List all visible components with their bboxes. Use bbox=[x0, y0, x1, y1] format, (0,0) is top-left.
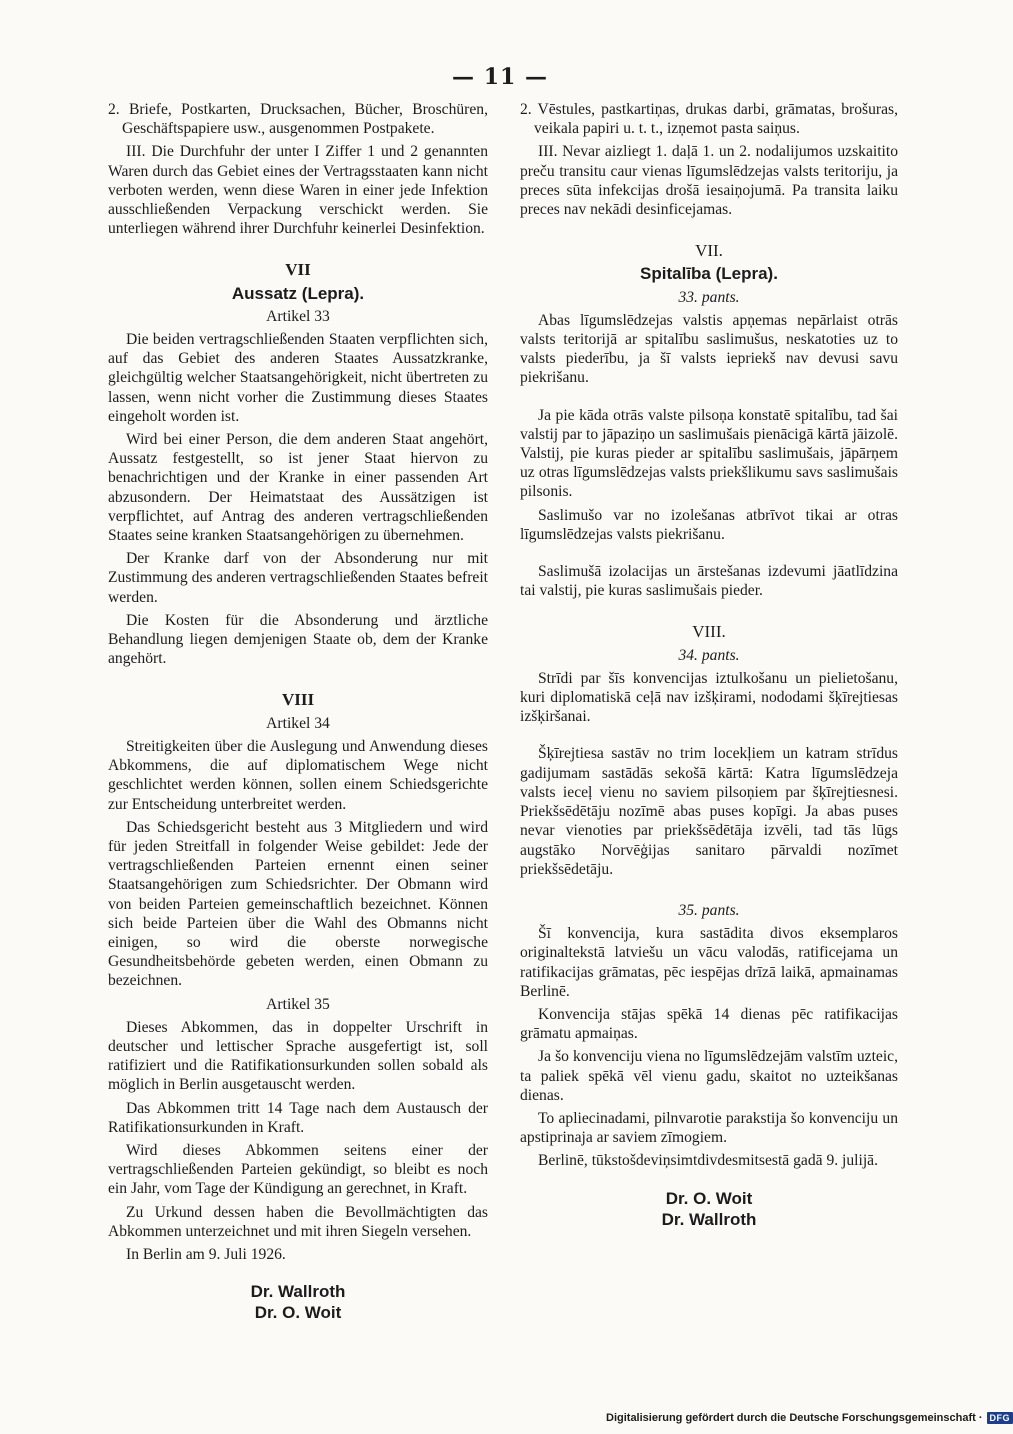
de-section-vii-title: Aussatz (Lepra). bbox=[231, 283, 365, 303]
de-art35-paragraph: Zu Urkund dessen haben die Bevollmächtigten das Abkommen unterzeichnet und mit ihren Siegeln versehen. bbox=[108, 1203, 488, 1240]
de-article-34-heading: Artikel 34 bbox=[266, 714, 330, 732]
de-art33-paragraph: Wird bei einer Person, die dem anderen Staat angehört, Aussatz festgestellt, so ist jener Staat hiervon zu benachrichtigen und der Kranke in einer passenden Art abzusondern. Der Heimatstaat des Aussätzigen ist verpflichtet, auf Antrag des anderen vertragschließenden Staates seine kranken Staatsangehörigen zu übernehmen. bbox=[108, 431, 488, 545]
lv-article-34-heading: 34. pants. bbox=[678, 646, 740, 664]
digitization-footer bbox=[606, 1412, 1011, 1424]
lv-art34-paragraph: Šķīrejtiesa sastāv no trim locekļiem un katram strīdus gadijumam sastādās sekošā kārtā: Katra līgumslēdzeja valsts ieceļ vienu no saviem pilsoņiem par šķīrejtiesnesi. Priekšsēdētāju nozīmē abas puses kopīgi. Ja abas puses nevar vienoties par priekšsēdētāja izvēli, tad tās lūgs augstāko Norvēģijas sanitaro pārvaldi nozīmet priekšsēdetāju. bbox=[520, 745, 898, 878]
lv-article-35-heading: 35. pants. bbox=[678, 901, 740, 919]
de-signature-2: Dr. O. Woit bbox=[254, 1303, 342, 1323]
lv-signature-block bbox=[520, 1189, 898, 1229]
lv-section-vii-heading: VII. bbox=[695, 241, 723, 261]
latvian-column bbox=[520, 100, 898, 1231]
de-art34-paragraph: Streitigkeiten über die Auslegung und Anwendung dieses Abkommens, die auf diplomatischem Wege nicht geschlichtet werden können, sollen einem Schiedsgerichte zur Entscheidung unterbreitet werden. bbox=[108, 737, 488, 813]
lv-place-date: Berlinē, tūkstošdeviņsimtdivdesmitsestā gadā 9. julijā. bbox=[538, 1152, 878, 1170]
lv-signature-1: Dr. O. Woit bbox=[665, 1188, 753, 1208]
lv-paragraph-iii: III. Nevar aizliegt 1. daļā 1. un 2. nodalijumos uzskaitito preču transitu caur vienas līgumslēdzejas valsts teritoriju, ja preces sūta infekcijas drošā iesaiņojumā. Pa transita laiku preces nav nekādi desinficejamas. bbox=[520, 143, 898, 219]
lv-art35-paragraph: Šī konvencija, kura sastādita divos eksemplaros originaltekstā latviešu un vācu valodās, ratificejama un ratifikacijas grāmatas, pēc iespējas drīzā laikā, apmainamas Berlinē. bbox=[520, 925, 898, 1000]
de-section-viii-heading: VIII bbox=[281, 690, 315, 710]
de-art35-paragraph: Dieses Abkommen, das in doppelter Urschrift in deutscher und lettischer Sprache ausgefertigt ist, soll ratifiziert und die Ratifikationsurkunden sollen sobald als möglich in Berlin ausgetauscht werden. bbox=[108, 1018, 488, 1094]
de-art33-paragraph: Die beiden vertragschließenden Staaten verpflichten sich, auf das Gebiet des anderen Staates Aussatzkranke, gleichgültig welcher Staatsangehörigkeit, nicht übertreten zu lassen, wenn nicht vorher die Zustimmung dieses Staates eingeholt worden ist. bbox=[108, 331, 488, 425]
de-art33-paragraph: Die Kosten für die Absonderung und ärztliche Behandlung liegen demjenigen Staate ob, dem der Kranke angehört. bbox=[108, 611, 488, 668]
de-signature-block bbox=[108, 1282, 488, 1322]
de-article-33-heading: Artikel 33 bbox=[266, 307, 330, 325]
lv-art35-paragraph: To apliecinadami, pilnvarotie parakstija šo konvenciju un apstiprinaja ar saviem zīmogiem. bbox=[520, 1109, 898, 1147]
de-article-35-heading: Artikel 35 bbox=[266, 995, 330, 1013]
german-column bbox=[108, 100, 488, 1325]
lv-section-viii-heading: VIII. bbox=[692, 622, 726, 642]
lv-art33-paragraph: Abas līgumslēdzejas valstis apņemas nepārlaist otrās valsts teritorijā ar spitalību saslimušus, neskatoties uz to valsts piederību, ja šī valsts iepriekš nav devusi savu piekrišanu. bbox=[520, 311, 898, 387]
de-paragraph-iii: III. Die Durchfuhr der unter I Ziffer 1 und 2 genannten Waren durch das Gebiet eines der Vertragsstaaten kann nicht verboten werden, wenn diese Waren in einer jede Infektion ausschließenden Verpackung verschickt werden. Sie unterliegen während ihrer Durchfuhr keinerlei Desinfektion. bbox=[108, 143, 488, 238]
lv-art35-paragraph: Ja šo konvenciju viena no līgumslēdzejām valstīm uzteic, ta paliek spēkā vēl vienu gadu, skaitot no uzteikšanas dienas. bbox=[520, 1048, 898, 1104]
de-item-2: 2. Briefe, Postkarten, Drucksachen, Bücher, Broschüren, Geschäftspapiere usw., ausgenommen Postpakete. bbox=[108, 101, 488, 138]
lv-art35-paragraph: Konvencija stājas spēkā 14 dienas pēc ratifikacijas grāmatu apmaiņas. bbox=[520, 1005, 898, 1043]
lv-signature-2: Dr. Wallroth bbox=[661, 1209, 757, 1229]
page-number: — 11 — bbox=[452, 64, 548, 90]
de-art34-paragraph: Das Schiedsgericht besteht aus 3 Mitgliedern und wird für jeden Streitfall in folgender Weise gebildet: Jede der vertragschließenden Parteien ernennt einen seiner Staatsangehörigen zum Schiedsrichter. Der Obmann wird von beiden Parteien gemeinschaftlich bezeichnet. Können sich beide Parteien über die Wahl des Obmanns nicht einigen, so wird die oberste norwegische Gesundheitsbehörde gebeten werden, einen Obmann zu bezeichnen. bbox=[108, 818, 488, 990]
de-section-vii-heading: VII bbox=[285, 260, 311, 280]
lv-art33-paragraph: Ja pie kāda otrās valste pilsoņa konstatē spitalību, tad šai valstij par to jāpaziņo un saslimušais pienācigā kārtā jāizolē. Valstij, pie kuras pieder ar spitalību saslimušais, jāpārņem uz otras līgumslēdzejas valsts priekšlikumu savs saslimušais pilsonis. bbox=[520, 406, 898, 501]
lv-art34-paragraph: Strīdi par šīs konvencijas iztulkošanu un pielietošanu, kuri diplomatiskā ceļā nav izšķirami, nododami šķīrejtiesas izšķiršanai. bbox=[520, 669, 898, 726]
dfg-logo-icon: DFG bbox=[987, 1412, 1013, 1424]
lv-article-33-heading: 33. pants. bbox=[678, 288, 740, 306]
de-art35-paragraph: Wird dieses Abkommen seitens einer der vertragschließenden Parteien gekündigt, so bleibt es noch ein Jahr, vom Tage der Kündigung an gerechnet, in Kraft. bbox=[108, 1141, 488, 1198]
lv-item-2: 2. Vēstules, pastkartiņas, drukas darbi, grāmatas, brošuras, veikala papiri u. t. t., izņemot pasta saiņus. bbox=[520, 101, 898, 138]
de-signature-1: Dr. Wallroth bbox=[250, 1282, 346, 1302]
lv-section-vii-title: Spitalība (Lepra). bbox=[640, 264, 778, 284]
footer-text: Digitalisierung gefördert durch die Deutsche Forschungsgemeinschaft · bbox=[606, 1412, 983, 1424]
de-place-date: In Berlin am 9. Juli 1926. bbox=[126, 1245, 286, 1263]
de-art35-paragraph: Das Abkommen tritt 14 Tage nach dem Austausch der Ratifikationsurkunden in Kraft. bbox=[108, 1099, 488, 1136]
lv-art33-paragraph: Saslimušo var no izolešanas atbrīvot tikai ar otras līgumslēdzejas valsts piekrišanu. bbox=[520, 506, 898, 543]
de-art33-paragraph: Der Kranke darf von der Absonderung nur mit Zustimmung des anderen vertragschließenden Staates befreit werden. bbox=[108, 550, 488, 606]
lv-art33-paragraph: Saslimušā izolacijas un ārstešanas izdevumi jāatlīdzina tai valstij, pie kuras saslimušais pieder. bbox=[520, 563, 898, 600]
